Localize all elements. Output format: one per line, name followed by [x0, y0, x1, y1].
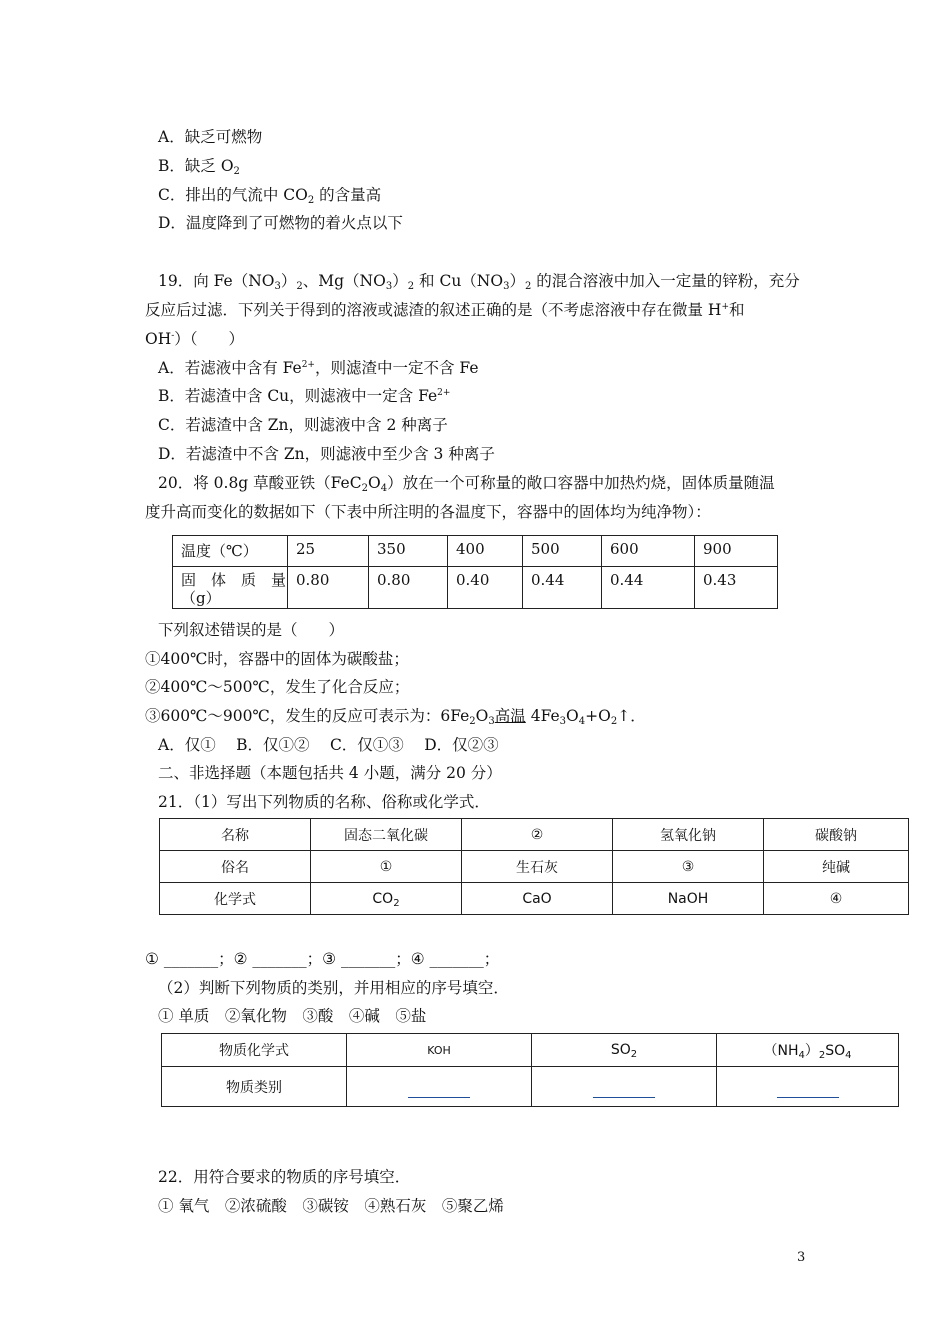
q21-categories: ① 单质 ②氧化物 ③酸 ④碱 ⑤盐 — [158, 1007, 427, 1025]
table-cell: 0.43 — [695, 567, 778, 609]
q21-intro: 21．（1）写出下列物质的名称、俗称或化学式． — [158, 793, 490, 811]
table-cell: $CO_2$ — [311, 883, 462, 915]
q20-statement-2: ②400℃～500℃，发生了化合反应； — [145, 678, 410, 696]
table-cell: 25 — [288, 536, 369, 567]
q19-option-d: D．若滤渣中不含 Zn，则滤液中至少含 3 种离子 — [158, 445, 495, 463]
q19-stem-line2: 反应后过滤．下列关于得到的溶液或滤渣的叙述正确的是（不考虑溶液中存在微量 H+和 — [145, 301, 745, 319]
table-cell: $SO_2$ — [532, 1034, 717, 1067]
table-header-cell: 物质类别 — [162, 1067, 347, 1107]
q20-question: 下列叙述错误的是（ ） — [158, 621, 345, 639]
q21-answer-blanks: ① _______；② _______；③ _______；④ _______； — [145, 950, 500, 968]
q18-option-d: D．温度降到了可燃物的着火点以下 — [158, 214, 403, 232]
q20-statement-3: ③600℃～900℃，发生的反应可表示为：$6Fe_2O_3$高温 $4Fe_3O_4+O_2↑$． — [145, 707, 646, 727]
q20-stem-line1: 20．将 0.8g 草酸亚铁$(FeC_2O_4)$放在一个可称量的敞口容器中加热灼烧，固体质量随温 — [158, 474, 775, 494]
q20-stem-line2: 度升高而变化的数据如下（下表中所注明的各温度下，容器中的固体均为纯净物）： — [145, 503, 711, 521]
table-header-cell: 温度（℃） — [173, 536, 288, 567]
page-number: 3 — [797, 1250, 806, 1265]
table-cell: 0.80 — [369, 567, 448, 609]
table-cell: 0.40 — [448, 567, 523, 609]
substance-category-table — [161, 1033, 899, 1107]
table-cell: 纯碱 — [764, 851, 909, 883]
table-cell: 碳酸钠 — [764, 819, 909, 851]
temperature-mass-table — [172, 535, 778, 609]
table-cell: 0.44 — [523, 567, 602, 609]
table-cell: 0.80 — [288, 567, 369, 609]
q22-intro: 22．用符合要求的物质的序号填空． — [158, 1168, 411, 1186]
table-header-cell: 化学式 — [160, 883, 311, 915]
table-header-cell: 固 体 质 量 （g） — [173, 567, 288, 609]
table-header-cell: 名称 — [160, 819, 311, 851]
table-cell: 固态二氧化碳 — [311, 819, 462, 851]
q19-stem-line3: OH-）（ ） — [145, 330, 245, 348]
table-cell: 生石灰 — [462, 851, 613, 883]
table-cell: 0.44 — [602, 567, 695, 609]
table-cell: $(NH_4)_2SO_4$ — [717, 1034, 899, 1067]
q19-option-c: C．若滤渣中含 Zn，则滤液中含 2 种离子 — [158, 416, 448, 434]
answer-blank[interactable] — [347, 1067, 532, 1107]
table-cell: CaO — [462, 883, 613, 915]
table-cell: 500 — [523, 536, 602, 567]
q19-stem-line1: 19．向 $Fe(NO_3)_2$、$Mg(NO_3)_2$ 和 $Cu(NO_3)_2$ 的混合溶液中加入一定量的锌粉，充分 — [158, 272, 800, 292]
substance-names-table — [159, 818, 909, 915]
q22-options: ① 氧气 ②浓硫酸 ③碳铵 ④熟石灰 ⑤聚乙烯 — [158, 1197, 504, 1215]
table-cell: 350 — [369, 536, 448, 567]
q18-option-c: C．排出的气流中 $CO_2$ 的含量高 — [158, 186, 382, 206]
answer-blank[interactable] — [532, 1067, 717, 1107]
table-cell: 900 — [695, 536, 778, 567]
table-cell: NaOH — [613, 883, 764, 915]
table-header-cell: 俗名 — [160, 851, 311, 883]
q19-option-b: B．若滤渣中含 Cu，则滤液中一定含 $Fe^{2+}$ — [158, 387, 451, 405]
section-heading: 二、非选择题（本题包括共 4 小题，满分 20 分） — [158, 764, 502, 782]
q18-option-b: B．缺乏 $O_2$ — [158, 157, 240, 177]
table-cell: 400 — [448, 536, 523, 567]
q21-part2: （2）判断下列物质的类别，并用相应的序号填空． — [158, 979, 509, 997]
q20-statement-1: ①400℃时，容器中的固体为碳酸盐； — [145, 650, 409, 668]
table-cell: 氢氧化钠 — [613, 819, 764, 851]
table-header-cell: 物质化学式 — [162, 1034, 347, 1067]
q19-option-a: A．若滤液中含有 $Fe^{2+}$，则滤渣中一定不含 Fe — [158, 359, 479, 377]
table-cell: ④ — [764, 883, 909, 915]
table-cell: ③ — [613, 851, 764, 883]
table-cell: ① — [311, 851, 462, 883]
table-cell: KOH — [347, 1034, 532, 1067]
table-cell: 600 — [602, 536, 695, 567]
q18-option-a: A．缺乏可燃物 — [158, 128, 263, 146]
answer-blank[interactable] — [717, 1067, 899, 1107]
table-cell: ② — [462, 819, 613, 851]
q20-options: A．仅① B．仅①② C．仅①③ D．仅②③ — [158, 736, 499, 754]
